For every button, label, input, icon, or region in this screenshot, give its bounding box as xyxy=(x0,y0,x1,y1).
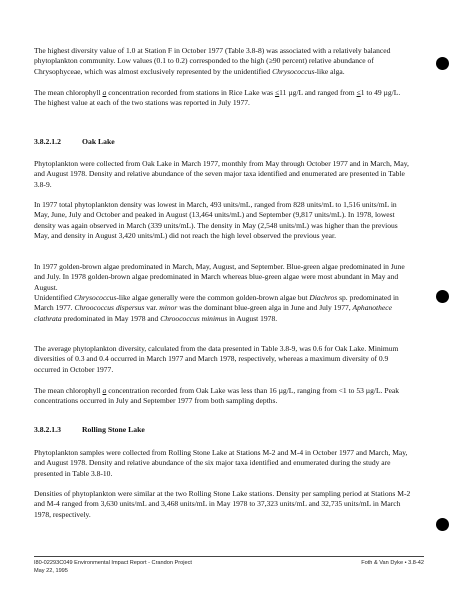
section-heading-oak-lake: 3.8.2.1.2 Oak Lake xyxy=(34,137,115,146)
paragraph-oak-chlorophyll: The mean chlorophyll a concentration recorded from Oak Lake was less than 16 µg/L, ranging from <1 to 53 µg/L. Peak concentrations occurred in July and September 1977 from both sampling depths. xyxy=(34,386,400,406)
paragraph-oak-taxa: Unidentified Chrysococcus-like algae generally were the common golden-brown algae but Diachros sp. predominated in March 1977. Chroococcus dispersus var. minor was the dominant blue-green alga in June and July 1977, Aphanothece clathrata predominated in May 1978 and Chroococcus minimus in August 1978. xyxy=(34,293,399,323)
section-heading-rolling-stone-lake: 3.8.2.1.3 Rolling Stone Lake xyxy=(34,425,145,434)
paragraph-oak-diversity: The average phytoplankton diversity, calculated from the data presented in Table 3.8-9, was 0.6 for Oak Lake. Minimum diversities of 0.3 and 0.4 occurred in March 1977 and March 1978, respectively, whereas a maximum diversity of 0.9 occurred in October 1977. xyxy=(34,344,399,374)
footer-doc-id: I80-02293C049 Environmental Impact Report - Crandon Project xyxy=(34,560,192,566)
paragraph-oak-predominance: In 1977 golden-brown algae predominated in March, May, August, and September. Blue-green algae predominated in June and July. In 1978 golden-brown algae predominated in March whereas blue-green algae were most abundant in May and August. xyxy=(34,262,405,292)
paragraph-oak-collection: Phytoplankton were collected from Oak Lake in March 1977, monthly from May through October 1977 and in March, May, and August 1978. Density and relative abundance of the seven major taxa identified and enumerated are presented in Table 3.8-9. xyxy=(34,159,409,189)
binder-hole-top xyxy=(436,57,449,70)
footer-date: May 22, 1995 xyxy=(34,568,68,574)
paragraph-diversity: The highest diversity value of 1.0 at Station F in October 1977 (Table 3.8-8) was associated with a relatively balanced phytoplankton community. Low values (0.1 to 0.2) corresponded to the high (≥90 percent) relative abundance of Chrysophyceae, which was almost exclusively represented by the unidentified Chrysococcus-like alga. xyxy=(34,46,391,76)
footer-divider xyxy=(34,556,424,557)
paragraph-rolling-collection: Phytoplankton samples were collected from Rolling Stone Lake at Stations M-2 and M-4 in October 1977 and March, May, and August 1978. Density and relative abundance of the six major taxa identified and enumerated during the study are presented in Table 3.8-10. xyxy=(34,448,408,478)
footer-page-number: Foth & Van Dyke • 3.8-42 xyxy=(361,560,424,566)
binder-hole-bottom xyxy=(436,518,449,531)
paragraph-rolling-density: Densities of phytoplankton were similar at the two Rolling Stone Lake stations. Density per sampling period at Stations M-2 and M-4 ranged from 3,630 units/mL and 3,468 units/mL in May 1978 to 37,323 units/mL and 32,735 units/mL in March 1978, respectively. xyxy=(34,489,411,519)
paragraph-oak-density: In 1977 total phytoplankton density was lowest in March, 493 units/mL, ranged from 828 units/mL to 1,516 units/mL in May, June, July and October and peaked in August (13,464 units/mL) and September (9,817 units/mL). In 1978, lowest density was again observed in March (339 units/mL). The density in May (2,548 units/mL) was higher than the previous May, and density in August 3,420 units/mL) did not reach the high level observed the previous year. xyxy=(34,200,398,240)
paragraph-rice-chlorophyll: The mean chlorophyll a concentration recorded from stations in Rice Lake was ≤11 µg/L and ranged from ≤1 to 49 µg/L. The highest value at each of the two stations was reported in July 1977. xyxy=(34,88,401,108)
binder-hole-middle xyxy=(436,290,449,303)
